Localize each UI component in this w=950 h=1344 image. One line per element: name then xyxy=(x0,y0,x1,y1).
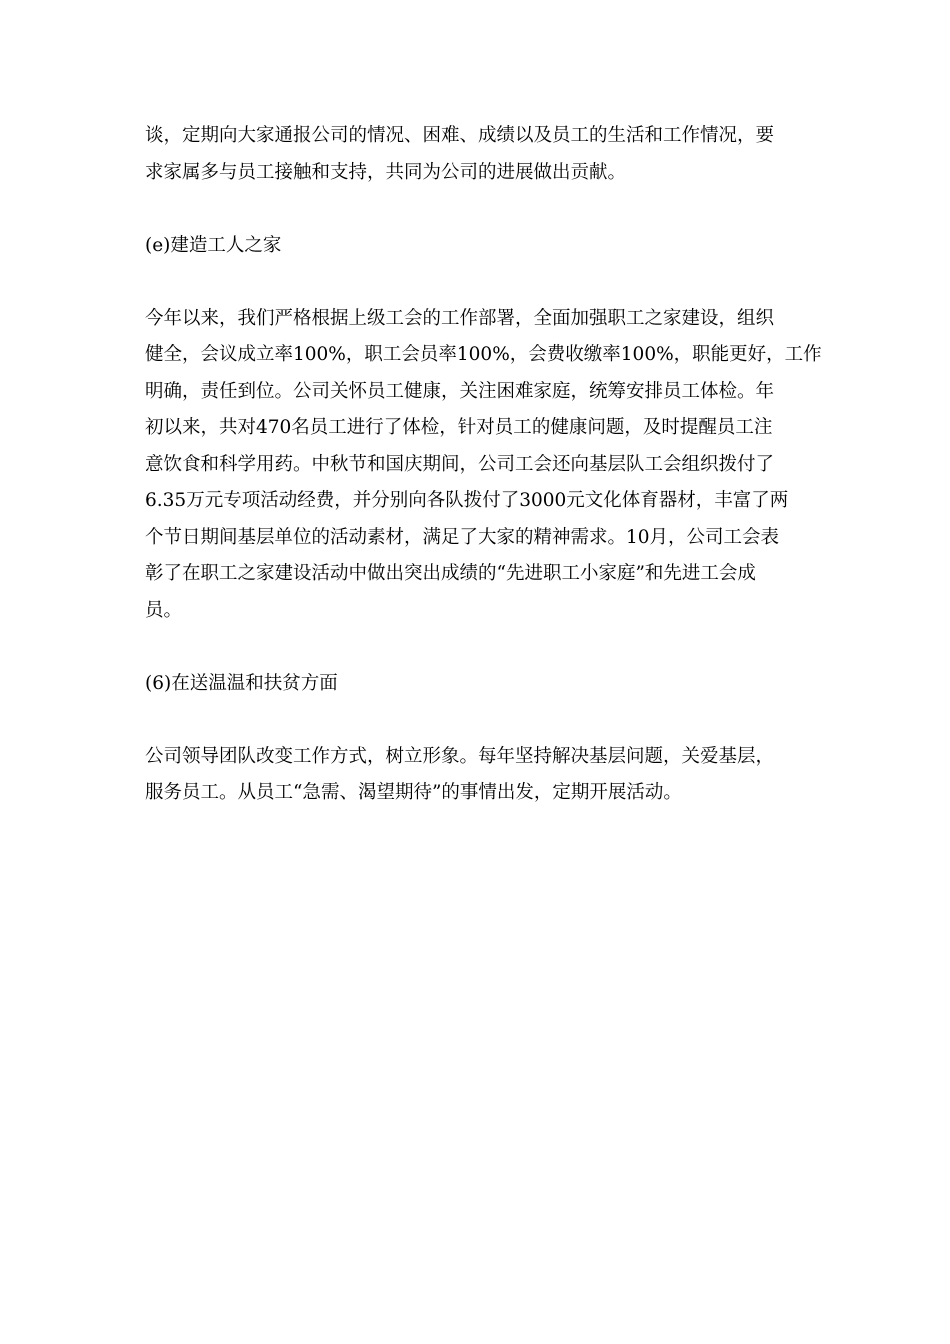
paragraph-spacer xyxy=(145,191,810,228)
paragraph-workers-home xyxy=(145,301,822,630)
text-line: 6.35万元专项活动经费，并分别向各队拨付了3000元文化体育器材，丰富了两 xyxy=(145,490,789,511)
text-line: 个节日期间基层单位的活动素材，满足了大家的精神需求。10月，公司工会表 xyxy=(145,526,780,548)
text-line: 服务员工。从员工“急需、渴望期待”的事情出发，定期开展活动。 xyxy=(145,782,682,803)
text-line: 初以来，共对470名员工进行了体检，针对员工的健康问题，及时提醒员工注 xyxy=(145,417,773,438)
text-line: 彰了在职工之家建设活动中做出突出成绩的“先进职工小家庭”和先进工会成 xyxy=(145,563,756,584)
paragraph-spacer xyxy=(145,264,810,301)
paragraph-family-communication xyxy=(145,118,810,191)
text-line: 意饮食和科学用药。中秋节和国庆期间，公司工会还向基层队工会组织拨付了 xyxy=(145,453,775,475)
paragraph-poverty-relief xyxy=(145,739,810,812)
text-line: 员。 xyxy=(145,599,183,621)
text-line: 明确，责任到位。公司关怀员工健康，关注困难家庭，统筹安排员工体检。年 xyxy=(145,380,775,402)
text-line: 今年以来，我们严格根据上级工会的工作部署，全面加强职工之家建设，组织 xyxy=(145,307,775,329)
document-body xyxy=(145,118,822,812)
text-line: 求家属多与员工接触和支持，共同为公司的进展做出贡献。 xyxy=(145,161,627,183)
section-heading-6: (6)在送温温和扶贫方面 xyxy=(145,672,338,694)
text-line: 健全，会议成立率100%，职工会员率100%，会费收缴率100%，职能更好，工作 xyxy=(145,344,822,365)
text-line: 谈，定期向大家通报公司的情况、困难、成绩以及员工的生活和工作情况，要 xyxy=(145,125,775,146)
text-line: 公司领导团队改变工作方式，树立形象。每年坚持解决基层问题，关爱基层， xyxy=(145,745,775,767)
section-heading-e: (e)建造工人之家 xyxy=(145,234,282,256)
paragraph-spacer xyxy=(145,629,810,666)
paragraph-spacer xyxy=(145,702,810,739)
